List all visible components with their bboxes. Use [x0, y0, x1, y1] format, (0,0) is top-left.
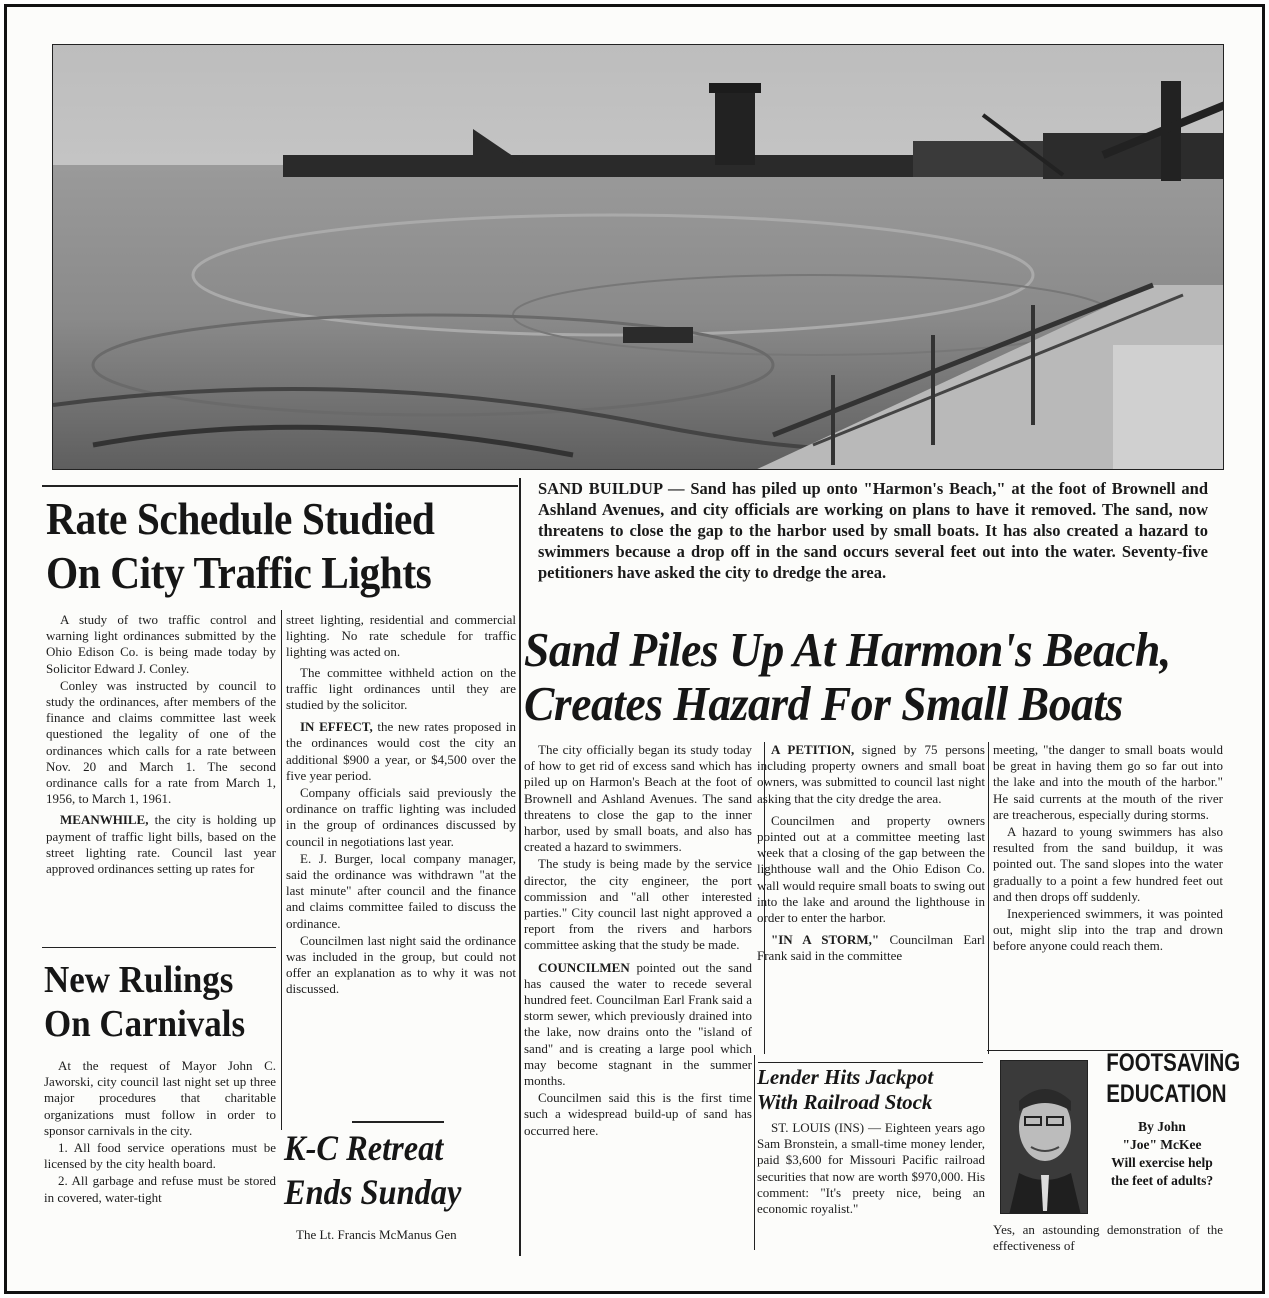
paragraph: A PETITION, signed by 75 persons including property owners and small boat owners, was submitted to council last night asking that the city dredge the area. [757, 742, 985, 806]
rate-story-column-2 [286, 612, 516, 999]
paragraph: Councilmen last night said the ordinance was included in the group, but could not offer an explanation as to why it was not discussed. [286, 932, 516, 997]
paragraph: IN EFFECT, the new rates proposed in the ordinances would cost the city an additional $900 a year, or $4,500 over the five year period. [286, 719, 516, 783]
rate-headline-line-1: Rate Schedule Studied [46, 493, 435, 544]
paragraph: The Lt. Francis McManus Gen [296, 1227, 457, 1242]
paragraph: street lighting, residential and commercial lighting. No rate schedule for traffic lighting was acted on. [286, 612, 516, 660]
lender-headline-line-2: With Railroad Stock [757, 1090, 933, 1114]
paragraph: meeting, "the danger to small boats would be great in having them go so far out into the lake and into the mouth of the harbor." He said currents at the mouth of the river are treacherous, especially during storms. [993, 742, 1223, 822]
sand-story-column-2 [757, 742, 985, 966]
paragraph: A study of two traffic control and warning light ordinances submitted by the Ohio Edison Co. is being made today by Solicitor Edward J. Conley. [46, 612, 276, 676]
sand-headline-line-1: Sand Piles Up At Harmon's Beach, [524, 622, 1171, 677]
rate-headline-line-2: On City Traffic Lights [46, 547, 432, 598]
sand-headline-line-2: Creates Hazard For Small Boats [524, 676, 1123, 731]
caption-text: Sand has piled up onto "Harmon's Beach," at the foot of Brownell and Ashland Avenues, and city officials are working on plans to have it removed. The sand, now threatens to close the gap to the harbor used by small boats. It has also created a hazard to swimmers because a drop off in the sand occurs several feet out into the water. Seventy-five petitioners have asked the city to dredge the area. [538, 479, 1209, 582]
lender-story-body [757, 1120, 985, 1218]
footsaving-byline-1: By John [1138, 1119, 1186, 1134]
divider [42, 485, 518, 487]
paragraph: COUNCILMEN pointed out the sand has caused the water to recede several hundred feet. Councilman Earl Frank said a storm sewer, which previously drained into the lake, now drains onto the "island of sand" and is creating a large pool which may become stagnant in the summer months. [524, 959, 752, 1089]
paragraph: Yes, an astounding demonstration of the effectiveness of [993, 1222, 1223, 1254]
carnival-story-body [44, 1058, 276, 1207]
paragraph: At the request of Mayor John C. Jaworski, city council last night set up three major procedures that charitable organizations must follow in order to sponsor carnivals in the city. [44, 1058, 276, 1138]
paragraph: "IN A STORM," Councilman Earl Frank said in the committee [757, 932, 985, 964]
paragraph: Company officials said previously the ordinance on traffic lighting was included in the group of ordinances discussed by council in negotiations last year. [286, 785, 516, 849]
paragraph: 1. All food service operations must be licensed by the city health board. [44, 1140, 276, 1172]
caption-lead: SAND BUILDUP — [538, 479, 685, 498]
paragraph: Inexperienced swimmers, it was pointed out, might slip into the trap and drown before anyone could reach them. [993, 906, 1223, 954]
columnist-portrait [1000, 1060, 1088, 1214]
divider [352, 1121, 444, 1123]
divider [281, 610, 282, 1130]
footsaving-byline-2: "Joe" McKee [1122, 1137, 1202, 1152]
photo-image [53, 45, 1224, 470]
lender-headline-line-1: Lender Hits Jackpot [757, 1065, 934, 1089]
kc-headline-line-1: K-C Retreat [284, 1128, 444, 1168]
divider [42, 947, 276, 948]
paragraph: ST. LOUIS (INS) — Eighteen years ago Sam Bronstein, a small-time money lender, paid $3,600 for Missouri Pacific railroad securities that now are worth $970,000. His comment: "It's preety nice, being an economic royalist." [757, 1120, 985, 1217]
paragraph: A hazard to young swimmers has also resulted from the sand buildup, it was pointed out. The sand slopes into the water gradually to a point a few hundred feet out and then drops off suddenly. [993, 824, 1223, 904]
sand-story-column-3 [993, 742, 1223, 956]
paragraph: MEANWHILE, the city is holding up payment of traffic light bills, based on the street lighting rate. Council last year approved ordinances setting up rates for [46, 812, 276, 877]
carnival-headline-line-1: New Rulings [44, 959, 234, 1001]
divider [758, 1062, 983, 1063]
divider [754, 1055, 755, 1250]
paragraph: E. J. Burger, local company manager, said the ordinance was withdrawn "at the last minute" after council and the finance and claims committee failed to discuss the ordinance. [286, 850, 516, 931]
kc-story-body [296, 1227, 518, 1244]
paragraph: The city officially began its study today of how to get rid of excess sand which has piled up on Harmon's Beach at the foot of Brownell and Ashland Avenues. The sand threatens to close the gap to the inner harbor, used by small boats, and also has created a hazard to swimmers. [524, 742, 752, 855]
paragraph: The study is being made by the service director, the city engineer, the port commission and "all other interested parties." City council last night approved a report from the rivers and harbors committee asking that the study be made. [524, 856, 752, 953]
portrait-icon [1001, 1061, 1088, 1214]
paragraph: Conley was instructed by council to study the ordinances, after members of the finance and claims committee last week questioned the legality of one of the ordinances which calls for a rate between Nov. 20 and March 1. The second ordinance calls for a rate from March 1, 1956, to March 1, 1961. [46, 677, 276, 807]
paragraph: The committee withheld action on the traffic light ordinances until they are studied by the solicitor. [286, 664, 516, 713]
paragraph: 2. All garbage and refuse must be stored in covered, water-tight [44, 1173, 276, 1205]
divider [519, 478, 521, 1256]
footsaving-title-line-1: FOOTSAVING [1106, 1049, 1241, 1077]
rate-story-column-1 [46, 612, 276, 878]
kc-headline-line-2: Ends Sunday [284, 1172, 462, 1212]
paragraph: Councilmen said this is the first time such a widespread build-up of sand has occurred here. [524, 1090, 752, 1138]
paragraph: Councilmen and property owners pointed out at a committee meeting last week that a closing of the gap between the lighthouse wall and the Ohio Edison Co. wall would require small boats to swing out into the lake and around the lighthouse in order to enter the harbor. [757, 812, 985, 926]
photo-caption [538, 478, 1208, 583]
sand-story-column-1 [524, 742, 752, 1140]
footsaving-teaser: Will exercise help the feet of adults? [1110, 1155, 1214, 1188]
footsaving-title-line-2: EDUCATION [1106, 1080, 1227, 1108]
footsaving-header [1094, 1049, 1241, 1190]
harbor-beach-photo [52, 44, 1224, 470]
divider [988, 742, 989, 1054]
carnival-headline-line-2: On Carnivals [44, 1003, 246, 1045]
footsaving-body [993, 1222, 1223, 1255]
